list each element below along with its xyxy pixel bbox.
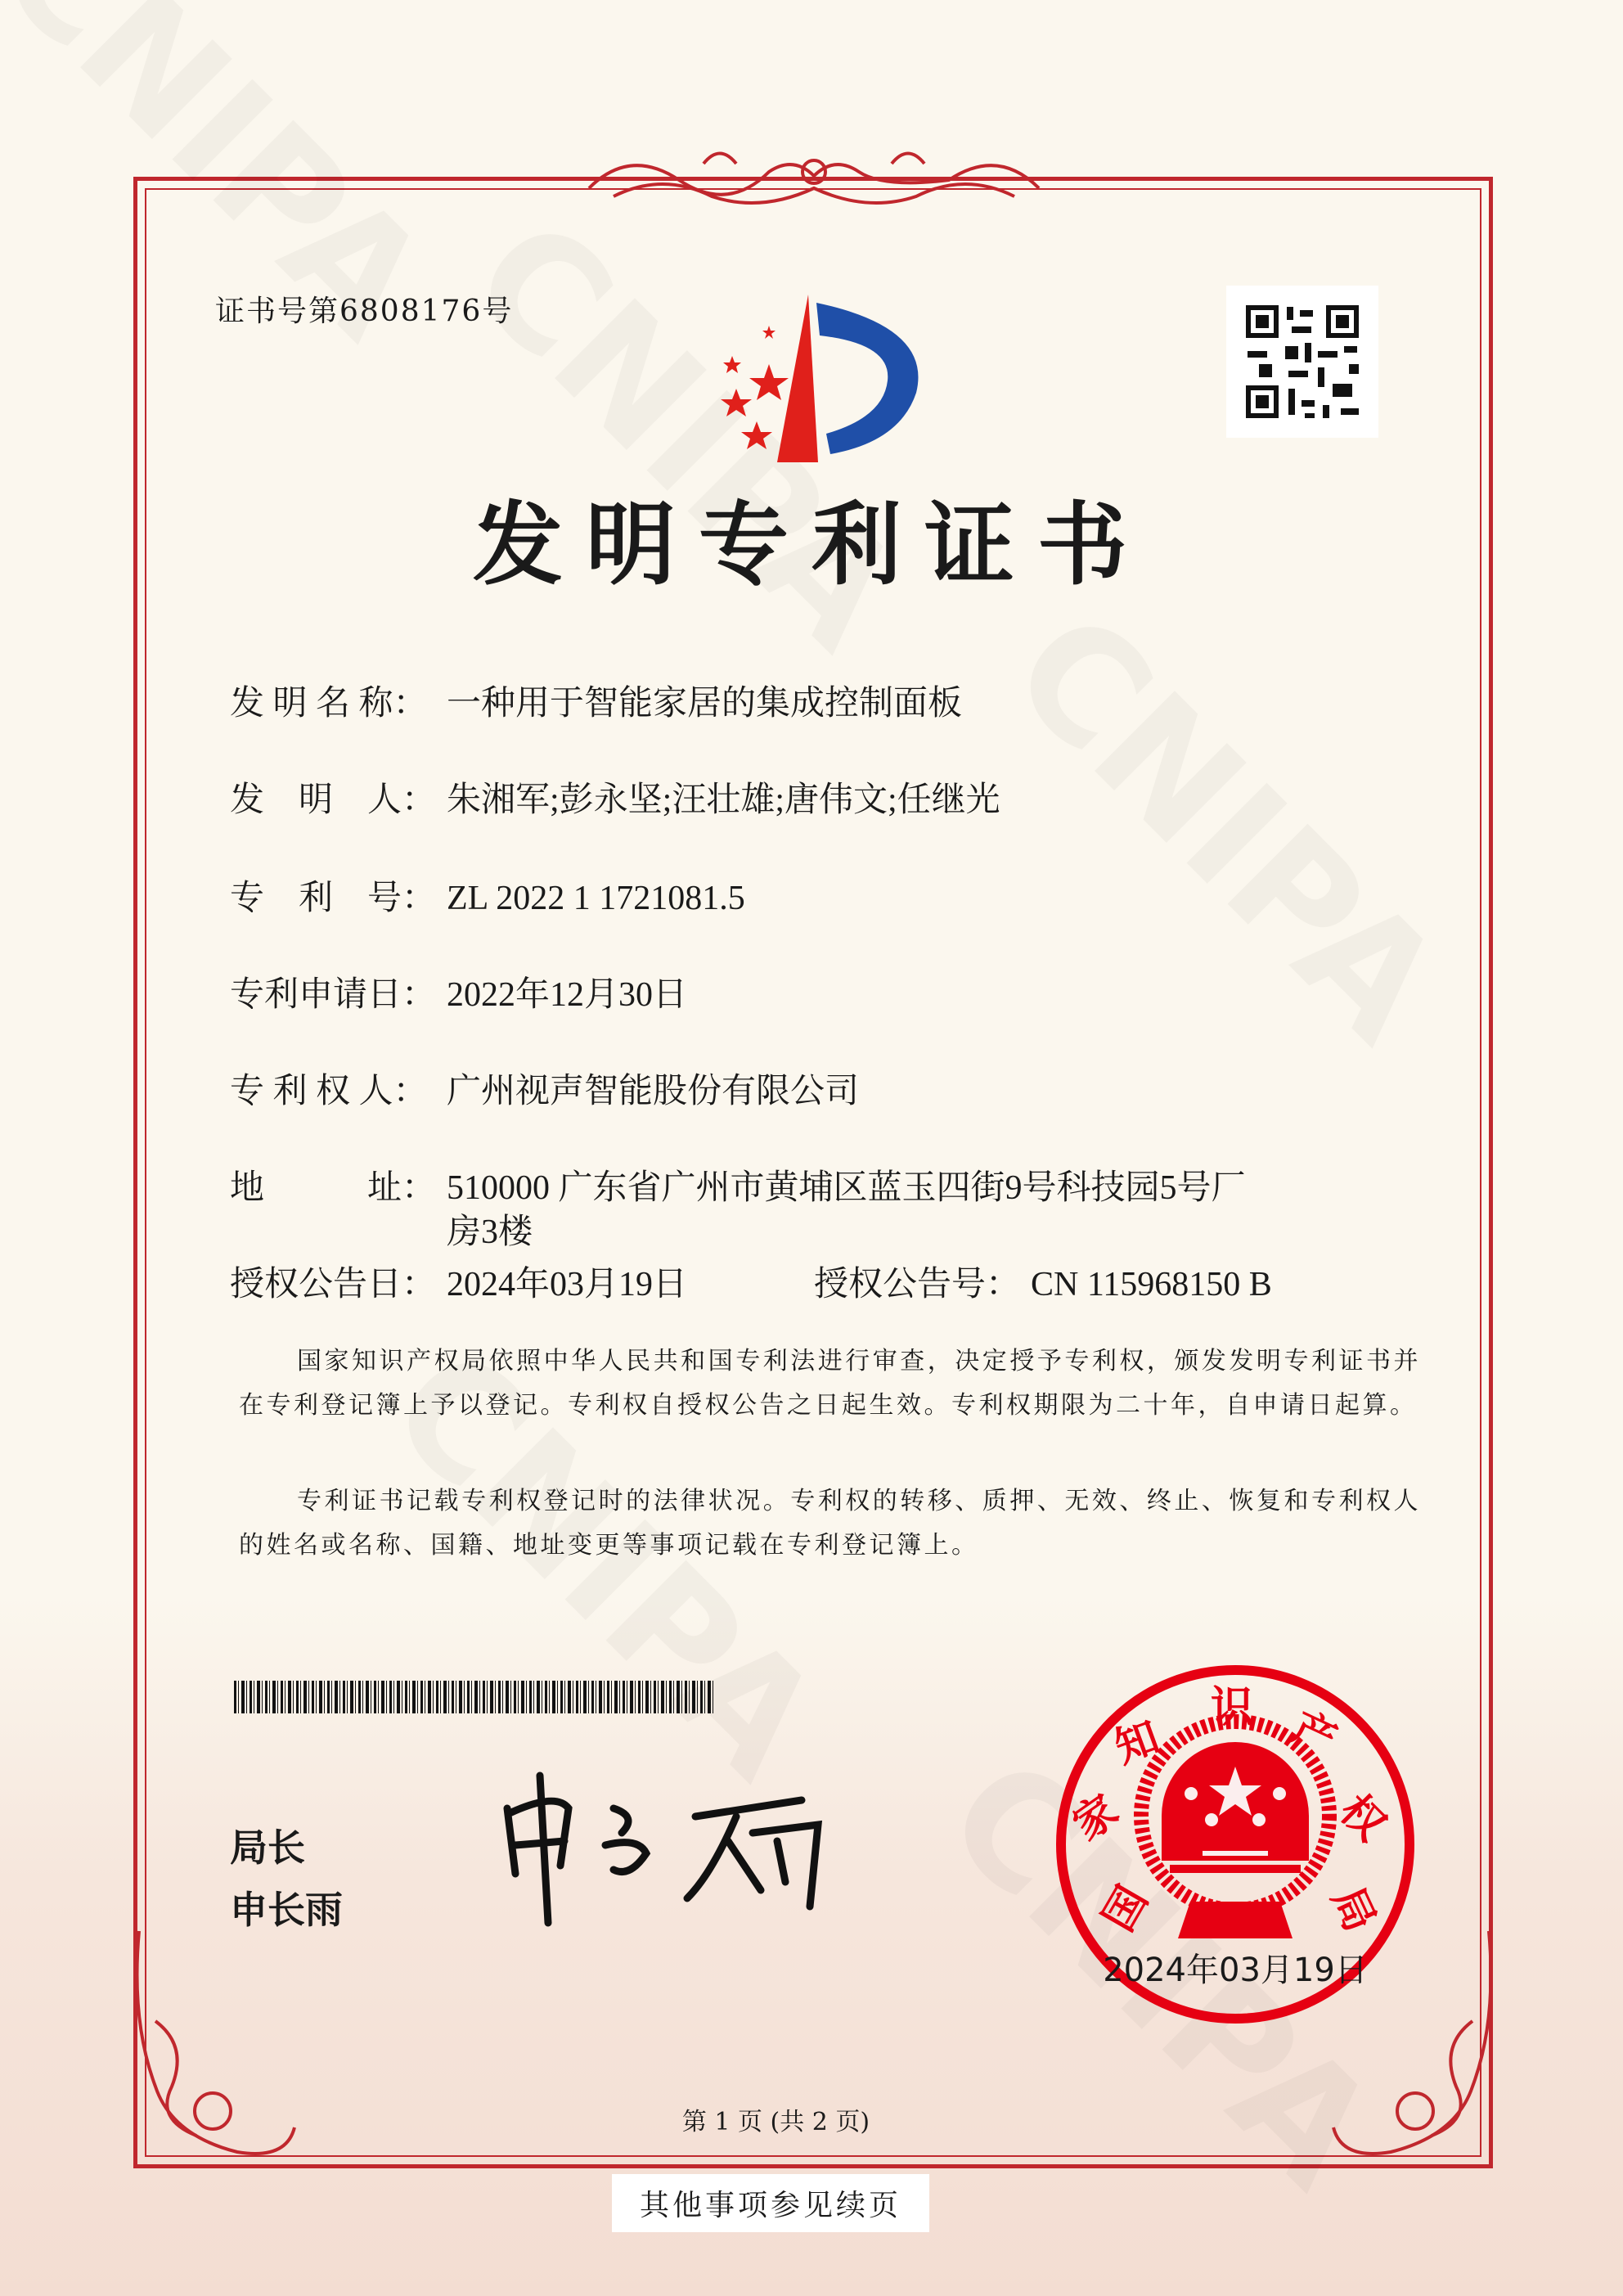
svg-text:产: 产: [1284, 1703, 1344, 1766]
field-inventors: [230, 772, 1000, 822]
certificate-number: 证书号第6808176号: [215, 295, 514, 328]
field-value: 2022年12月30日: [447, 976, 688, 1014]
statement-paragraph: 专利证书记载专利权登记时的法律状况。专利权的转移、质押、无效、终止、恢复和专利权人的姓名或名称、国籍、地址变更等事项记载在专利登记簿上。: [239, 1487, 1421, 1560]
continued-note: [612, 2174, 929, 2232]
svg-text:知: 知: [1108, 1712, 1166, 1774]
svg-text:局: 局: [1322, 1880, 1385, 1939]
field-label: 专 利 号：: [230, 880, 437, 917]
cnipa-logo-icon: [695, 286, 933, 475]
svg-text:家: 家: [1064, 1785, 1128, 1851]
svg-text:国: 国: [1094, 1878, 1158, 1940]
barcode-icon: [234, 1681, 714, 1713]
continued-note-label: 其他事项参见续页: [639, 2189, 901, 2222]
field-label: 授权公告日：: [230, 1266, 437, 1303]
field-invention-name: [230, 676, 962, 725]
field-grant-number: [814, 1257, 1272, 1306]
signatory-title: 局长: [230, 1826, 305, 1870]
field-label: 授权公告号：: [814, 1266, 1021, 1303]
field-label: 地 址：: [230, 1169, 437, 1207]
field-patentee: [230, 1064, 859, 1113]
statement-paragraph: 国家知识产权局依照中华人民共和国专利法进行审查，决定授予专利权，颁发发明专利证书并在专利登记簿上予以登记。专利权自授权公告之日起生效。专利权期限为二十年，自申请日起算。: [239, 1347, 1421, 1420]
field-address: [230, 1160, 1246, 1209]
svg-text:权: 权: [1330, 1785, 1396, 1851]
field-value: 2024年03月19日: [447, 1266, 688, 1303]
field-patent-number: [230, 871, 745, 920]
field-value: 一种用于智能家居的集成控制面板: [447, 685, 963, 723]
qr-code-icon: [1226, 286, 1378, 438]
field-label: 专利申请日：: [230, 976, 437, 1014]
handwritten-signature-icon: [491, 1767, 843, 1931]
signatory-name: 申长雨: [230, 1888, 343, 1932]
seal-date: 2024年03月19日: [1103, 1952, 1368, 1989]
field-value: 510000 广东省广州市黄埔区蓝玉四街9号科技园5号厂: [447, 1169, 1246, 1207]
page-indicator: 第 1 页 (共 2 页): [681, 2108, 870, 2136]
field-grant-date: [230, 1257, 687, 1306]
page-title: 发明专利证书: [473, 493, 1150, 597]
field-value: 广州视声智能股份有限公司: [447, 1073, 860, 1110]
field-label: 发 明 名 称：: [230, 685, 428, 723]
svg-text:识: 识: [1211, 1683, 1254, 1732]
field-label: 专 利 权 人：: [230, 1073, 428, 1110]
field-address-line2: 房3楼: [447, 1213, 533, 1251]
field-label: 发 明 人：: [230, 781, 437, 819]
field-application-date: [230, 967, 687, 1016]
field-value: 朱湘军;彭永坚;汪壮雄;唐伟文;任继光: [447, 781, 1000, 819]
top-ornament-icon: [581, 139, 1047, 217]
field-value: CN 115968150 B: [1031, 1266, 1272, 1303]
field-value: ZL 2022 1 1721081.5: [447, 880, 745, 917]
